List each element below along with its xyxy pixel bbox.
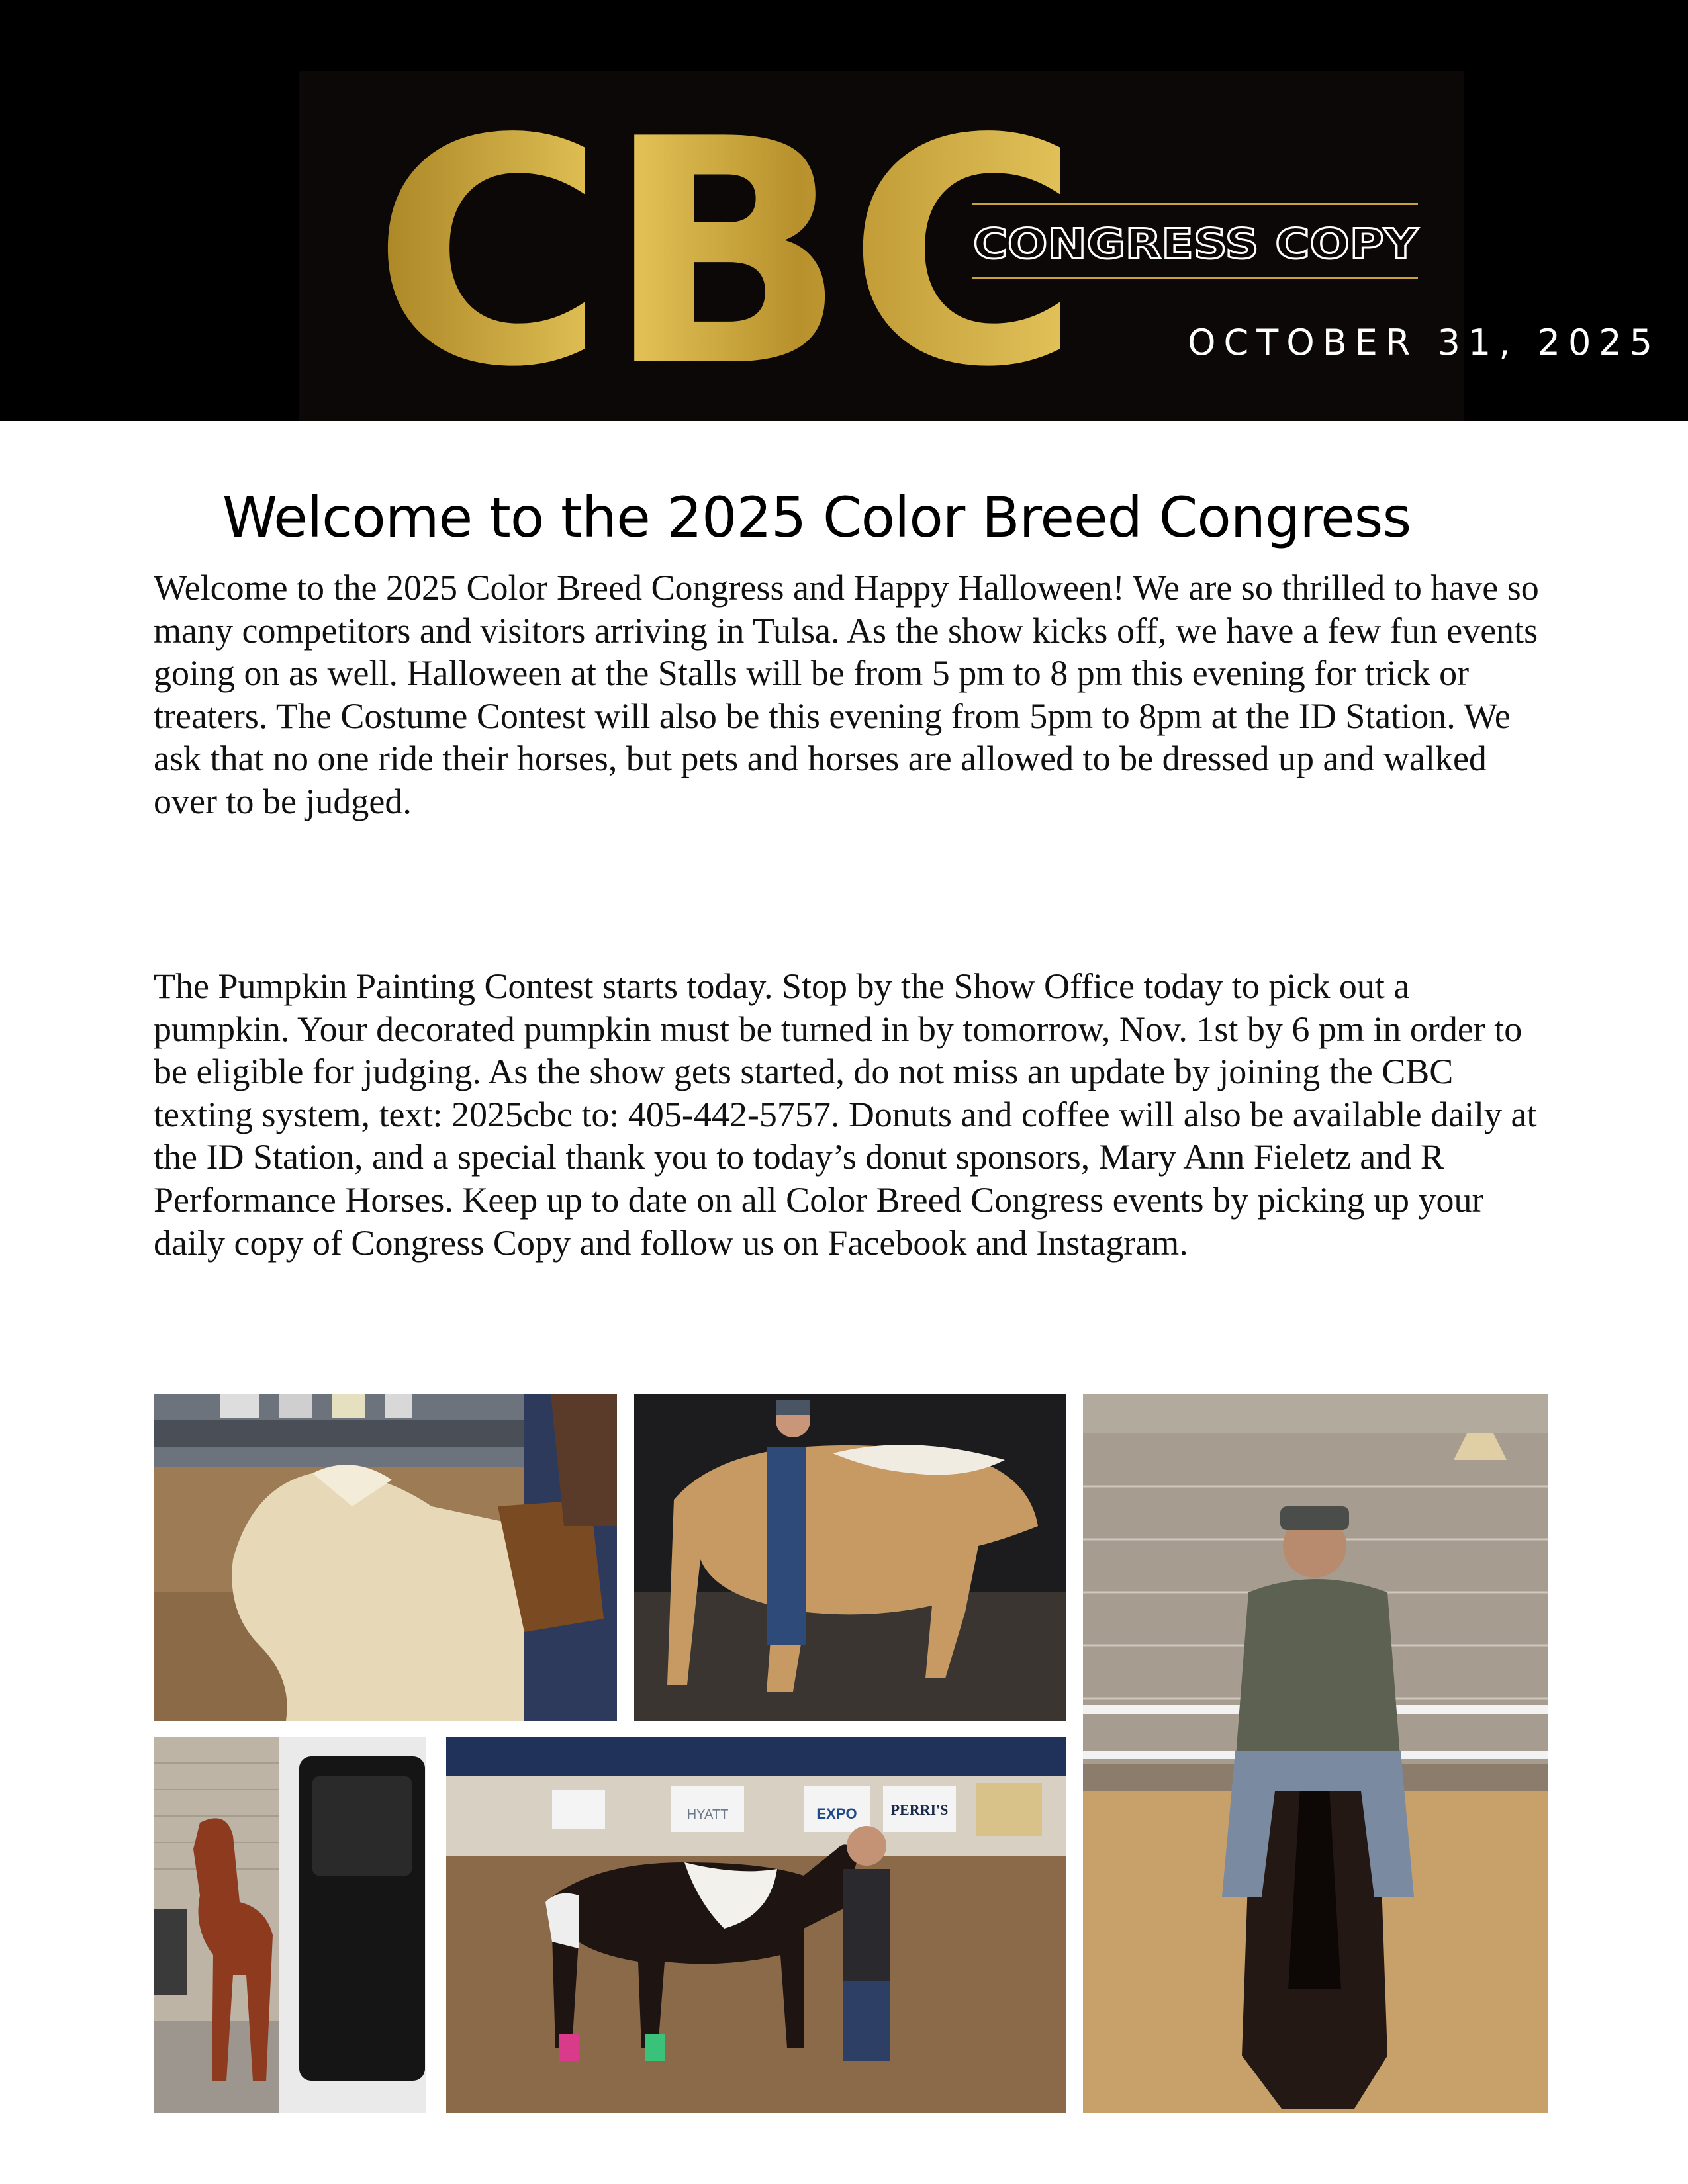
arena-banner-1: [671, 1786, 744, 1832]
masthead-panel: [299, 71, 1661, 421]
cbc-logo: [299, 71, 1464, 421]
article-paragraph-2: The Pumpkin Painting Contest starts today. Stop by the Show Office today to pick out a pumpkin. Your decorated pumpkin must be turned in by tomorrow, Nov. 1st by 6 pm in order to be eligible for judging. As the show gets started, do not miss an update by joining the CBC texting system, text: 2025cbc to: 405-442-5757. Donuts and coffee will also be available daily at the ID Station, and a special thank you to today’s donut sponsors, Mary Ann Fieletz and R Performance Horses. Keep up to date on all Color Breed Congress events by picking up your daily copy of Congress Copy and follow us on Facebook and Instagram.: [154, 966, 1537, 1263]
arena-banner-2: [804, 1786, 870, 1832]
publication-name: CONGRESS COPY: [973, 220, 1419, 268]
photo-sorrel-horse-at-trailer: [154, 1737, 426, 2113]
article-headline: Welcome to the 2025 Color Breed Congress: [222, 485, 1411, 550]
svg-text:PERRI'S: PERRI'S: [890, 1801, 949, 1818]
photo-palomino-led-in-hand: [634, 1394, 1066, 1721]
arena-banner-3: [883, 1786, 956, 1832]
photo-paint-horse-in-arena: [446, 1737, 1066, 2113]
article-paragraph-1: Welcome to the 2025 Color Breed Congress and Happy Halloween! We are so thrilled to have so many competitors and visitors arriving in Tulsa. As the show kicks off, we have a few fun events going on as well. Halloween at the Stalls will be from 5 pm to 8 pm this evening for trick or treaters. The Costume Contest will also be this evening from 5pm to 8pm at the ID Station. We ask that no one ride their horses, but pets and horses are allowed to be dressed up and walked over to be judged.: [154, 568, 1539, 821]
issue-date: OCTOBER 31, 2025: [1188, 322, 1661, 363]
photo-rider-rear-view: [1083, 1394, 1548, 2113]
svg-text:EXPO: EXPO: [816, 1805, 857, 1822]
masthead-band: [0, 0, 1688, 421]
logo-letters: CBC: [372, 73, 1080, 421]
svg-text:HYATT: HYATT: [686, 1807, 729, 1822]
photo-palomino-under-saddle: [154, 1394, 617, 1721]
